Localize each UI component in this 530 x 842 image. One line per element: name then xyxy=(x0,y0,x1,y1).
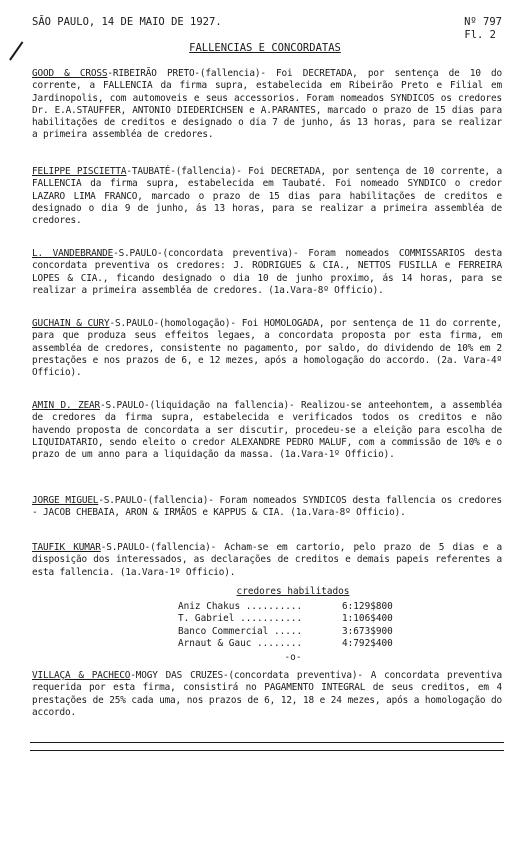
divider-rule xyxy=(30,750,504,751)
creditor-name: Aniz Chakus .......... xyxy=(178,600,303,612)
header-date: SÃO PAULO, 14 DE MAIO DE 1927. xyxy=(32,16,222,28)
entry-amin-zear xyxy=(32,400,502,461)
creditor-row xyxy=(178,613,408,626)
entry-firm-name: FELIPPE PISCIETTA xyxy=(32,166,127,177)
entry-firm-name: AMIN D. ZEAR xyxy=(32,400,101,411)
entry-text: -RIBEIRÃO PRETO-(fallencia)- Foi DECRETADA, por sentença de 10 do corrente, a FALLENCIA da firma supra, estabelecida em Ribeirão Preto e Filial em Jardinopolis, com automoveis e seus accessorios. Foram nomeados SYNDICOS os credores Dr. E.A.STAUFFER, ANTONIO DIEDERICHSEN e A.PARANTES, marcado o prazo de 15 dias para habilitações de creditos e designado o dia 7 de junho, ás 13 horas, para se realizar a primeira assembléa de credores. xyxy=(32,68,502,141)
creditor-name: Arnaut & Gauc ........ xyxy=(178,638,303,649)
entry-felippe-piscietta xyxy=(32,166,502,227)
creditor-name: Banco Commercial ..... xyxy=(178,625,303,637)
entry-text: -S.PAULO-(concordata preventiva)- Foram nomeados COMMISSARIOS desta concordata preventiva os credores: J. RODRIGUES & CIA., NETTOS FUSILLA e FERREIRA LOPES & CIA., ficando designado o dia 10 de junho proximo, ás 14 horas, para se realizar a primeira assembléa de credores. (1a.Vara-8º Officio). xyxy=(32,248,502,296)
entry-text: -S.PAULO-(liquidação na fallencia)- Realizou-se anteehontem, a assembléa de credores da firma supra, estabelecida e verificados todos os creditos e não havendo proposta de concordata a ser discutir, procedeu-se a eleição para escolha de LIQUIDATARIO, sendo eleito o credor ALEXANDRE PEDRO MALUF, com a commissão de 10% e o prazo de um anno para a liquidação da massa. (1a.Vara-1º Officio). xyxy=(32,400,502,461)
creditor-amount: 6:129$800 xyxy=(342,600,393,612)
creditor-row xyxy=(178,626,408,639)
entry-firm-name: L. VANDEBRANDE xyxy=(32,248,114,259)
entry-jorge-miguel xyxy=(32,495,502,520)
entry-vandebrande xyxy=(32,248,502,297)
entry-firm-name: GOOD & CROSS xyxy=(32,68,108,79)
entry-text: -MOGY DAS CRUZES-(concordata preventiva)- A concordata preventiva requerida por esta firma, consistirá no PAGAMENTO INTEGRAL de seus creditos, em 4 prestações de 25% cada uma, nos prazos de 6, 12, 18 e 24 mezes, após a homologação do accordo. xyxy=(32,670,502,718)
section-title: FALLENCIAS E CONCORDATAS xyxy=(189,42,341,54)
entry-firm-name: VILLAÇA & PACHECO xyxy=(32,670,131,681)
creditor-amount: 4:792$400 xyxy=(342,638,393,649)
entry-good-cross xyxy=(32,68,502,142)
creditor-amount: 3:673$900 xyxy=(342,625,393,637)
separator-mark: -o- xyxy=(284,651,302,663)
divider-rule xyxy=(30,742,504,743)
creditors-heading: credores habilitados xyxy=(236,586,350,597)
creditor-name: T. Gabriel ........... xyxy=(178,613,303,624)
entry-firm-name: GUCHAIN & CURY xyxy=(32,318,110,329)
sheet-number: Fl. 2 xyxy=(464,29,496,41)
entry-text: -S.PAULO-(fallencia)- Foram nomeados SYNDICOS desta fallencia os credores - JACOB CHEBAIA, ARON & IRMÃOS e KAPPUS & CIA. (1a.Vara-8º Officio). xyxy=(32,495,502,519)
creditor-amount: 1:106$400 xyxy=(342,613,393,624)
entry-villaca-pacheco xyxy=(32,670,502,719)
creditor-row xyxy=(178,638,408,651)
creditors-list xyxy=(178,586,408,664)
entry-text: -S.PAULO-(fallencia)- Acham-se em cartorio, pelo prazo de 5 dias e a disposição dos interessados, as declarações de creditos e demais papeis referentes a esta fallencia. (1a.Vara-1º Officio). xyxy=(32,542,502,578)
entry-taufik-kumar xyxy=(32,542,502,579)
bulletin-number: Nº 797 xyxy=(464,16,502,28)
entry-firm-name: TAUFIK KUMAR xyxy=(32,542,101,553)
entry-firm-name: JORGE MIGUEL xyxy=(32,495,99,506)
creditor-row xyxy=(178,601,408,614)
entry-text: -TAUBATÉ-(fallencia)- Foi DECRETADA, por sentença de 10 corrente, a FALLENCIA da firma supra, estabelecida em Taubaté. Foi nomeado SYNDICO o credor LAZARO LIMA FRANCO, marcado o prazo de 15 dias para habilitações de creditos e designado o dia 9 de junho, ás 13 horas, para se realizar a primeira assembléa de credores. xyxy=(32,166,502,227)
entry-text: -S.PAULO-(homologação)- Foi HOMOLOGADA, por sentença de 11 do corrente, para que produza seus effeitos legaes, a concordata proposta por esta firma, em assembléa de credores, consistente no pagamento, por saldo, do dividendo de 10% em 2 prestações e nos prazos de 6, e 12 mezes, após a homologação do accordo. (2a. Vara-4º Officio). xyxy=(32,318,503,379)
entry-guchain-cury xyxy=(32,318,502,379)
